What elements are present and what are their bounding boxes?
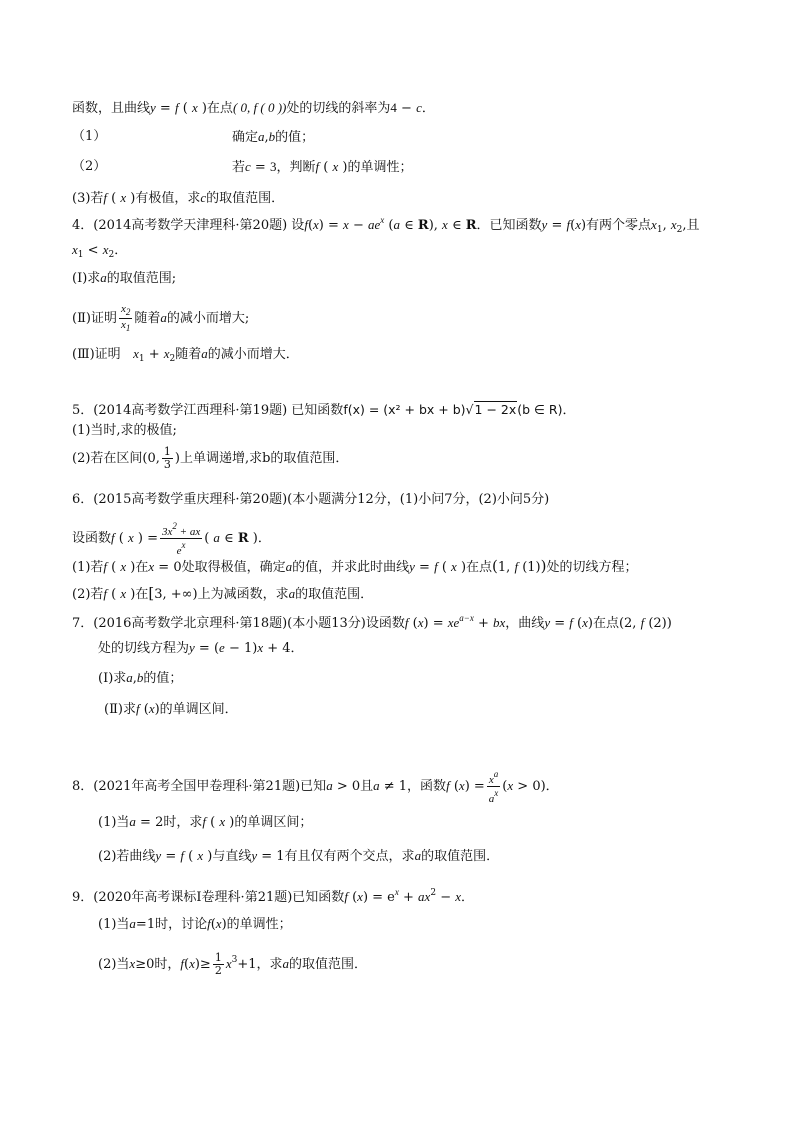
q3-intro-line: 函数，且曲线y = f ( x )在点( 0, f ( 0 ))处的切线的斜率为4 − c． (72, 100, 435, 116)
q8-part1: (1)当a = 2时，求f ( x )的单调区间； (98, 814, 313, 830)
q9-part1: (1)当a=1时，讨论f(x)的单调性； (98, 916, 292, 932)
q9-part2: (2)当x≥0时，f(x)≥ $\frac{1}{2}$ $x^3+1$，求a的取值范围． (98, 951, 368, 977)
q4-part3: (Ⅲ)证明 $x_1 + x_2$随着a的减小而增大． (72, 346, 299, 364)
q4-part2: (Ⅱ)证明 $\frac{x_2}{x_1}$ 随着a的减小而增大; (72, 303, 250, 333)
q4-part1: (Ⅰ)求a的取值范围; (72, 270, 177, 286)
q7-stem-line1: 7．(2016高考数学北京理科·第18题)(本小题13分)设函数f $(x) = xe^{a-x}$ + bx，曲线y = f (x)在点(2, f (2)) (72, 613, 672, 631)
q3-part3: (3)若f ( x )有极值，求c的取值范围． (72, 190, 285, 206)
q9-stem: 9．(2020年高考课标Ⅰ卷理科·第21题)已知函数f $(x) = e^x + ax^2 - x$． (72, 887, 475, 905)
q3-part2-text: 若c = 3，判断f ( x )的单调性； (232, 159, 413, 175)
q6-stem-line2: 设函数f ( x ) = $\frac{3x^2 + ax}{e^x}$ ( a ∈ R )． (72, 521, 271, 557)
q4-stem-line1: 4．(2014高考数学天津理科·第20题) 设$f(x) = x - ae^x$ (a ∈ R), x ∈ R．已知函数y = f(x)有两个零点$x_1$, $x_2$,且 (72, 215, 700, 235)
q7-part1: (I)求a,b的值； (98, 670, 183, 686)
q6-stem-line1: 6．(2015高考数学重庆理科·第20题)(本小题满分12分，(1)小问7分，(2)小问5分) (72, 492, 550, 507)
q7-part2: (Ⅱ)求f (x)的单调区间． (104, 701, 238, 717)
q7-stem-line2: 处的切线方程为y = (e − 1)x + 4． (98, 640, 304, 656)
q5-stem: 5．(2014高考数学江西理科·第19题) 已知函数f(x) = (x² + bx + b)√1 − 2x(b ∈ R)． (72, 402, 576, 418)
q6-part1: (1)若f ( x )在x = 0处取得极值，确定a的值，并求此时曲线y = f ( x )在点(1, f (1))处的切线方程； (72, 557, 638, 575)
q8-part2: (2)若曲线y = f ( x )与直线y = 1有且仅有两个交点，求a的取值范围． (98, 848, 500, 864)
q5-part1: (1)当时,求的极值; (72, 423, 177, 438)
q6-part2: (2)若f ( x )在[3, +∞)上为减函数，求a的取值范围． (72, 584, 374, 602)
q5-part2: (2)若在区间(0, $\frac{1}{3}$ )上单调递增,求b的取值范围． (72, 445, 349, 471)
q4-stem-line2: $x_1 < x_2$． (72, 242, 128, 260)
q3-part2-label: （2） (72, 159, 107, 174)
q8-stem: 8．(2021年高考全国甲卷理科·第21题)已知a > 0且a ≠ 1，函数f (x) = $\frac{x^a}{a^x}$ (x > 0)． (72, 769, 559, 805)
q3-part1-text: 确定a,b的值； (232, 129, 315, 145)
q3-part1-label: （1） (72, 129, 107, 144)
